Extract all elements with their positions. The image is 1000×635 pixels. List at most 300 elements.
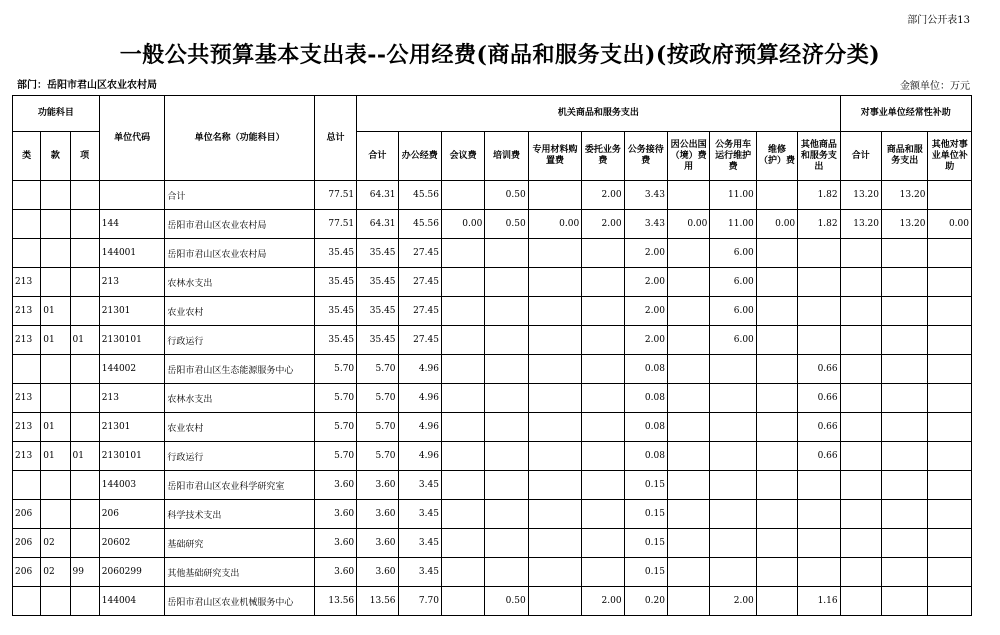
amount-cell: 2.00 [624,239,667,268]
unit-code-header: 单位代码 [99,96,165,181]
unit-name-cell: 科学技术支出 [165,500,314,529]
amount-cell: 0.50 [485,181,528,210]
amount-cell: 27.45 [398,326,441,355]
amount-cell: 4.96 [398,384,441,413]
amount-cell: 2.00 [624,297,667,326]
amount-cell [882,355,928,384]
amount-cell: 27.45 [398,268,441,297]
amount-cell: 5.70 [357,413,398,442]
amount-cell [441,384,484,413]
amount-cell [882,558,928,587]
amount-cell: 35.45 [357,268,398,297]
amount-cell [710,413,756,442]
amount-cell: 4.96 [398,413,441,442]
amount-cell [582,413,624,442]
amount-cell [485,268,528,297]
amount-cell: 1.82 [798,210,840,239]
amount-cell: 3.45 [398,471,441,500]
amount-cell: 27.45 [398,239,441,268]
unit-code-cell: 213 [99,384,165,413]
amount-cell [441,587,484,616]
amount-cell: 5.70 [357,442,398,471]
unit-name-cell: 岳阳市君山区农业机械服务中心 [165,587,314,616]
org-col-header: 因公出国（境）费用 [667,132,709,181]
amount-cell [710,558,756,587]
table-row [13,181,972,210]
amount-cell: 0.08 [624,384,667,413]
table-row [13,500,972,529]
org-col-header: 其他商品和服务支出 [798,132,840,181]
amount-cell: 0.15 [624,558,667,587]
amount-cell [710,500,756,529]
xiang-cell [70,471,99,500]
org-col-header: 培训费 [485,132,528,181]
unit-code-cell: 144002 [99,355,165,384]
amount-cell [485,384,528,413]
amount-cell: 2.00 [624,268,667,297]
amount-cell [485,413,528,442]
unit-name-cell: 基础研究 [165,529,314,558]
amount-cell [667,413,709,442]
amount-cell: 27.45 [398,297,441,326]
amount-cell [710,471,756,500]
amount-cell [928,239,972,268]
org-col-header: 维修（护）费 [756,132,797,181]
unit-code-cell [99,181,165,210]
unit-code-cell: 2060299 [99,558,165,587]
org-col-header: 公务用车运行维护费 [710,132,756,181]
unit-name-cell: 农业农村 [165,297,314,326]
amount-cell: 3.45 [398,529,441,558]
unit-code-cell: 144001 [99,239,165,268]
amount-cell [582,529,624,558]
budget-table [12,95,972,616]
amount-cell [582,268,624,297]
amount-cell: 13.20 [840,181,881,210]
amount-cell [840,239,881,268]
org-expense-header: 机关商品和服务支出 [357,96,840,132]
table-row [13,413,972,442]
amount-cell [667,181,709,210]
unit-name-cell: 岳阳市君山区农业科学研究室 [165,471,314,500]
unit-code-cell: 144004 [99,587,165,616]
amount-cell [441,326,484,355]
amount-cell [840,268,881,297]
amount-cell: 3.60 [314,500,356,529]
amount-cell: 5.70 [357,355,398,384]
kuan-cell: 01 [41,442,70,471]
amount-cell: 2.00 [710,587,756,616]
kuan-cell [41,471,70,500]
xiang-cell [70,210,99,239]
department-label: 部门：岳阳市君山区农业农村局 [17,80,157,91]
org-col-header: 公务接待费 [624,132,667,181]
amount-cell [882,297,928,326]
amount-cell [798,297,840,326]
amount-cell [441,500,484,529]
amount-cell [441,268,484,297]
amount-cell: 5.70 [314,442,356,471]
amount-cell [582,355,624,384]
subsidy-header: 对事业单位经常性补助 [840,96,971,132]
amount-cell [667,471,709,500]
xiang-cell [70,413,99,442]
amount-cell [840,471,881,500]
amount-cell: 1.16 [798,587,840,616]
lei-cell [13,210,41,239]
amount-cell [928,297,972,326]
amount-cell [528,297,581,326]
amount-cell [582,297,624,326]
xiang-cell: 01 [70,326,99,355]
amount-cell: 35.45 [357,239,398,268]
amount-cell: 3.60 [314,529,356,558]
amount-cell: 64.31 [357,181,398,210]
amount-cell: 0.00 [441,210,484,239]
amount-cell [882,326,928,355]
table-row [13,355,972,384]
amount-cell: 3.43 [624,181,667,210]
amount-cell [840,587,881,616]
table-row [13,326,972,355]
xiang-cell [70,297,99,326]
amount-cell: 0.20 [624,587,667,616]
amount-cell: 77.51 [314,210,356,239]
xiang-cell [70,529,99,558]
xiang-cell [70,181,99,210]
amount-cell [667,529,709,558]
amount-cell [441,239,484,268]
amount-cell [928,326,972,355]
kuan-cell [41,355,70,384]
kuan-cell [41,587,70,616]
amount-cell: 3.45 [398,558,441,587]
amount-cell [756,529,797,558]
lei-cell: 213 [13,297,41,326]
amount-cell [882,384,928,413]
amount-cell [441,413,484,442]
amount-cell: 0.08 [624,413,667,442]
amount-cell: 0.00 [756,210,797,239]
amount-cell: 13.20 [840,210,881,239]
amount-cell: 0.15 [624,500,667,529]
lei-cell: 213 [13,413,41,442]
unit-label: 金额单位：万元 [900,81,970,92]
unit-name-cell: 岳阳市君山区农业农村局 [165,210,314,239]
amount-cell [485,442,528,471]
amount-cell [582,500,624,529]
amount-cell: 2.00 [582,210,624,239]
amount-cell [756,181,797,210]
amount-cell [667,326,709,355]
unit-name-cell: 岳阳市君山区农业农村局 [165,239,314,268]
kuan-cell: 01 [41,413,70,442]
amount-cell: 35.45 [314,239,356,268]
amount-cell [798,529,840,558]
unit-name-cell: 岳阳市君山区生态能源服务中心 [165,355,314,384]
amount-cell: 35.45 [314,326,356,355]
kuan-cell: 02 [41,529,70,558]
kuan-cell [41,181,70,210]
amount-cell: 0.15 [624,471,667,500]
amount-cell: 13.20 [882,181,928,210]
amount-cell [667,442,709,471]
amount-cell [882,413,928,442]
amount-cell: 4.96 [398,442,441,471]
amount-cell [798,239,840,268]
amount-cell [667,558,709,587]
amount-cell [528,471,581,500]
lei-header: 类 [13,132,41,181]
amount-cell [582,558,624,587]
amount-cell: 45.56 [398,181,441,210]
unit-code-cell: 20602 [99,529,165,558]
kuan-cell: 02 [41,558,70,587]
amount-cell [756,500,797,529]
subsidy-col-header: 商品和服务支出 [882,132,928,181]
func-subject-header: 功能科目 [13,96,100,132]
amount-cell [840,384,881,413]
unit-code-cell: 2130101 [99,442,165,471]
amount-cell [485,355,528,384]
amount-cell [756,297,797,326]
amount-cell: 35.45 [357,326,398,355]
kuan-cell [41,500,70,529]
amount-cell [798,558,840,587]
amount-cell [756,268,797,297]
amount-cell [485,529,528,558]
amount-cell [756,587,797,616]
kuan-cell [41,210,70,239]
amount-cell: 11.00 [710,181,756,210]
amount-cell [710,529,756,558]
amount-cell [528,239,581,268]
org-col-header: 合计 [357,132,398,181]
amount-cell [928,355,972,384]
amount-cell [756,558,797,587]
amount-cell: 77.51 [314,181,356,210]
amount-cell [882,239,928,268]
amount-cell: 0.50 [485,587,528,616]
amount-cell [528,558,581,587]
xiang-cell [70,355,99,384]
amount-cell [528,181,581,210]
amount-cell: 6.00 [710,239,756,268]
amount-cell [528,384,581,413]
amount-cell: 3.43 [624,210,667,239]
page-number: 部门公开表13 [907,15,970,26]
amount-cell [441,529,484,558]
amount-cell [840,326,881,355]
amount-cell: 7.70 [398,587,441,616]
amount-cell [582,326,624,355]
amount-cell [485,239,528,268]
unit-code-cell: 21301 [99,413,165,442]
amount-cell [882,500,928,529]
lei-cell [13,471,41,500]
table-row [13,210,972,239]
amount-cell [882,442,928,471]
table-row [13,529,972,558]
amount-cell [528,413,581,442]
table-row [13,587,972,616]
amount-cell [441,181,484,210]
amount-cell [840,442,881,471]
amount-cell: 0.08 [624,442,667,471]
amount-cell [485,471,528,500]
xiang-cell [70,500,99,529]
amount-cell: 0.66 [798,384,840,413]
unit-code-cell: 213 [99,268,165,297]
amount-cell: 13.20 [882,210,928,239]
unit-name-cell: 农林水支出 [165,384,314,413]
amount-cell: 3.60 [314,558,356,587]
amount-cell [667,268,709,297]
unit-name-cell: 行政运行 [165,442,314,471]
org-col-header: 专用材料购置费 [528,132,581,181]
amount-cell: 3.60 [314,471,356,500]
lei-cell [13,355,41,384]
amount-cell: 0.00 [667,210,709,239]
amount-cell [756,355,797,384]
unit-name-cell: 合计 [165,181,314,210]
amount-cell: 0.00 [528,210,581,239]
amount-cell [485,297,528,326]
xiang-cell [70,239,99,268]
amount-cell [528,442,581,471]
unit-name-header: 单位名称（功能科目） [165,96,314,181]
amount-cell [756,239,797,268]
amount-cell: 0.66 [798,442,840,471]
unit-name-cell: 农业农村 [165,413,314,442]
amount-cell: 3.60 [357,500,398,529]
amount-cell [928,181,972,210]
table-row [13,384,972,413]
amount-cell: 0.66 [798,413,840,442]
amount-cell: 2.00 [582,587,624,616]
amount-cell: 6.00 [710,268,756,297]
amount-cell [528,326,581,355]
amount-cell [756,326,797,355]
amount-cell: 5.70 [314,413,356,442]
lei-cell: 213 [13,442,41,471]
subsidy-col-header: 合计 [840,132,881,181]
lei-cell [13,181,41,210]
amount-cell [710,442,756,471]
amount-cell: 35.45 [314,268,356,297]
amount-cell: 3.60 [357,529,398,558]
lei-cell [13,239,41,268]
amount-cell [528,355,581,384]
amount-cell [928,442,972,471]
unit-code-cell: 206 [99,500,165,529]
xiang-cell: 99 [70,558,99,587]
amount-cell: 3.45 [398,500,441,529]
amount-cell [928,529,972,558]
org-col-header: 委托业务费 [582,132,624,181]
amount-cell [485,500,528,529]
amount-cell: 6.00 [710,326,756,355]
amount-cell [528,587,581,616]
xiang-cell [70,384,99,413]
amount-cell: 5.70 [314,384,356,413]
amount-cell [882,587,928,616]
table-row [13,442,972,471]
amount-cell [441,297,484,326]
amount-cell [756,413,797,442]
xiang-header: 项 [70,132,99,181]
amount-cell [756,471,797,500]
lei-cell: 206 [13,558,41,587]
lei-cell [13,587,41,616]
unit-code-cell: 144003 [99,471,165,500]
amount-cell [756,442,797,471]
amount-cell [840,500,881,529]
amount-cell [667,297,709,326]
total-header: 总计 [314,96,356,181]
amount-cell [840,413,881,442]
amount-cell: 64.31 [357,210,398,239]
page-title: 一般公共预算基本支出表--公用经费(商品和服务支出)(按政府预算经济分类) [119,42,881,68]
kuan-cell: 01 [41,297,70,326]
amount-cell [798,500,840,529]
amount-cell [840,529,881,558]
amount-cell [441,558,484,587]
amount-cell [667,587,709,616]
lei-cell: 213 [13,326,41,355]
table-row [13,239,972,268]
lei-cell: 206 [13,500,41,529]
amount-cell: 4.96 [398,355,441,384]
amount-cell: 13.56 [357,587,398,616]
unit-code-cell: 2130101 [99,326,165,355]
amount-cell [667,239,709,268]
amount-cell [528,500,581,529]
lei-cell: 206 [13,529,41,558]
amount-cell [840,355,881,384]
amount-cell: 5.70 [357,384,398,413]
amount-cell [582,471,624,500]
table-row [13,297,972,326]
amount-cell: 35.45 [357,297,398,326]
table-row [13,471,972,500]
amount-cell [441,471,484,500]
amount-cell: 0.08 [624,355,667,384]
unit-code-cell: 21301 [99,297,165,326]
table-row [13,268,972,297]
amount-cell [485,326,528,355]
kuan-cell [41,239,70,268]
amount-cell: 2.00 [582,181,624,210]
amount-cell: 3.60 [357,558,398,587]
unit-name-cell: 其他基础研究支出 [165,558,314,587]
amount-cell [798,268,840,297]
amount-cell [928,500,972,529]
amount-cell [756,384,797,413]
amount-cell: 1.82 [798,181,840,210]
lei-cell: 213 [13,384,41,413]
amount-cell [928,384,972,413]
amount-cell: 45.56 [398,210,441,239]
amount-cell: 0.50 [485,210,528,239]
amount-cell [528,268,581,297]
lei-cell: 213 [13,268,41,297]
kuan-cell [41,384,70,413]
amount-cell [667,500,709,529]
unit-code-cell: 144 [99,210,165,239]
amount-cell [882,471,928,500]
amount-cell [485,558,528,587]
